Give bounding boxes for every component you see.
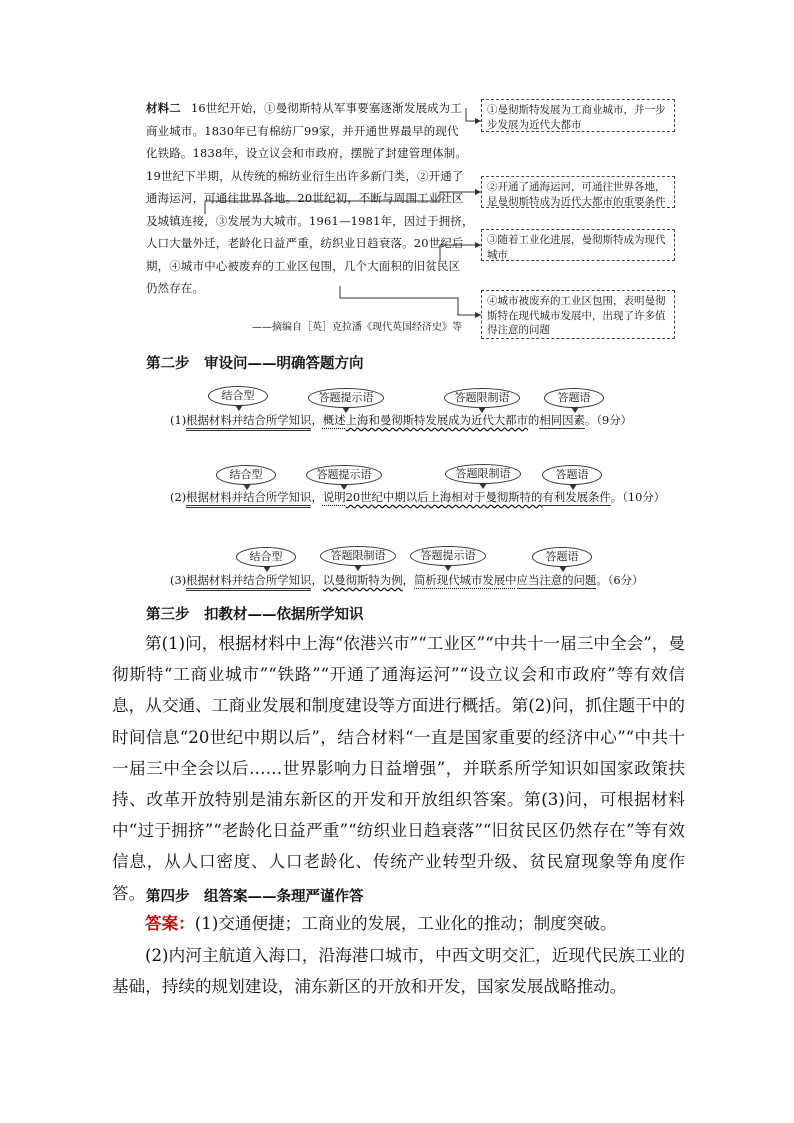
question-answer-phrase: 有利发展条件 [542, 490, 611, 504]
question-limit-phrase: 20世纪中期以后上海相对于曼彻斯特的 [345, 490, 543, 504]
question-combined-phrase: 根据材料并结合所学知识 [186, 490, 311, 508]
material-line: 仍然存在。 [146, 281, 205, 295]
material-line: 通海运河，可通往世界各地。20世纪初，不断与周围工业社区 [146, 191, 464, 205]
bubble-combined-type: 结合型 [236, 547, 296, 567]
answer-2: (2)内河主航道入海口，沿海港口城市，中西文明交汇，近现代民族工业的基础，持续的规划建设，浦东新区的开放和开发，国家发展战略推动。 [112, 946, 685, 997]
material-label: 材料二 [146, 101, 181, 115]
question-limit-phrase: 以曼彻斯特为例 [322, 573, 403, 587]
answer-1 [112, 908, 685, 939]
material-source: ——摘编自［英］克拉潘《现代英国经济史》等 [252, 322, 462, 333]
bubble-prompt-word: 答题提示语 [306, 465, 382, 485]
bubble-combined-type: 结合型 [216, 465, 276, 485]
question-text: ， [311, 413, 323, 427]
question-text: 的 [527, 413, 540, 427]
step-four-heading: 第四步 组答案——条理严谨作答 [146, 888, 364, 905]
question-prompt-phrase: 概述 [322, 413, 346, 427]
material-line: 化铁路。1838年，设立议会和市政府，摆脱了封建管理体制。 [146, 146, 468, 160]
material-two [146, 97, 476, 300]
question-score: 。（10分） [610, 490, 666, 504]
question-2 [170, 489, 665, 505]
question-answer-phrase: 相同因素 [539, 413, 585, 427]
question-text: ， [311, 490, 323, 504]
material-line: 19世纪下半期，从传统的棉纺业衍生出许多新门类，②开通了 [146, 168, 464, 183]
annotation-note-1: ①曼彻斯特发展为工商业城市，并一步步发展为近代大都市 [481, 99, 675, 132]
answer-1-text: (1)交通便捷；工商业的发展，工业化的推动；制度突破。 [194, 914, 617, 933]
bubble-prompt-word: 答题提示语 [410, 546, 486, 566]
material-line: 人口大量外迁，老龄化日益严重，纺织业日趋衰落。20世纪后 [146, 236, 464, 250]
question-prompt-phrase: 说明 [322, 490, 346, 504]
bubble-answer-word: 答题语 [532, 547, 592, 567]
step-two-heading: 第二步 审设问——明确答题方向 [146, 355, 364, 372]
bubble-limit-word: 答题限制语 [444, 388, 520, 408]
question-score: 。（6分） [596, 573, 644, 587]
material-line: 商业城市。1830年已有棉纺厂99家，并开通世界最早的现代 [146, 123, 459, 138]
annotation-note-3: ③随着工业化进展，曼彻斯特成为现代城市 [481, 229, 675, 261]
question-1 [170, 412, 632, 428]
bubble-answer-word: 答题语 [542, 465, 602, 485]
question-prompt-phrase: 简析现代城市发展中 [414, 573, 517, 587]
question-score: 。（9分） [584, 413, 633, 427]
question-answer-phrase: 应当注意的问题 [516, 573, 597, 587]
question-text: ， [311, 573, 323, 587]
bubble-limit-word: 答题限制语 [445, 464, 521, 484]
bubble-answer-word: 答题语 [544, 388, 604, 408]
question-number: (2) [170, 490, 187, 504]
annotation-note-4: ④城市被废弃的工业区包围，表明曼彻斯特在现代城市发展中，出现了许多值得注意的问题 [481, 290, 675, 339]
bubble-combined-type: 结合型 [208, 386, 268, 406]
question-combined-phrase: 根据材料并结合所学知识 [186, 573, 311, 591]
question-limit-phrase: 上海和曼彻斯特发展成为近代大都市 [345, 413, 528, 427]
question-text: ， [402, 573, 415, 587]
answer-label: 答案： [145, 913, 195, 933]
step-three-heading: 第三步 扣教材——依据所学知识 [146, 606, 364, 623]
question-number: (3) [170, 573, 187, 587]
material-line: 期，④城市中心被废弃的工业区包围，几个大面积的旧贫民区 [146, 258, 461, 273]
material-line: 及城镇连接，③发展为大城市。1961—1981年，因过于拥挤， [146, 213, 474, 228]
material-text: 16世纪开始，①曼彻斯特从军事要塞逐渐发展成为工 [190, 101, 463, 115]
annotation-note-2: ②开通了通海运河，可通往世界各地，是曼彻斯特成为近代大都市的重要条件 [481, 176, 675, 208]
bubble-prompt-word: 答题提示语 [308, 388, 384, 408]
question-combined-phrase: 根据材料并结合所学知识 [186, 413, 311, 431]
question-3 [170, 572, 643, 588]
question-number: (1) [170, 413, 187, 427]
material-line [146, 97, 476, 120]
analysis-paragraph: 第(1)问，根据材料中上海“依港兴市”“工业区”“中共十一届三中全会”，曼彻斯特“工商业城市”“铁路”“开通了通海运河”“设立议会和市政府”等有效信息，从交通、工商业发展和制度建设等方面进行概括。第(2)问，抓住题干中的时间信息“20世纪中期以后”，结合材料“一直是国家重要的经济中心”“中共十一届三中全会以后……世界影响力日益增强”，并联系所学知识如国家政策扶持、改革开放特别是浦东新区的开发和开放组织答案。第(3)问，可根据材料中“过于拥挤”“老龄化日益严重”“纺织业日趋衰落”“旧贫民区仍然存在”等有效信息，从人口密度、人口老龄化、传统产业转型升级、贫民窟现象等角度作答。 [112, 634, 685, 903]
bubble-limit-word: 答题限制语 [320, 546, 396, 566]
